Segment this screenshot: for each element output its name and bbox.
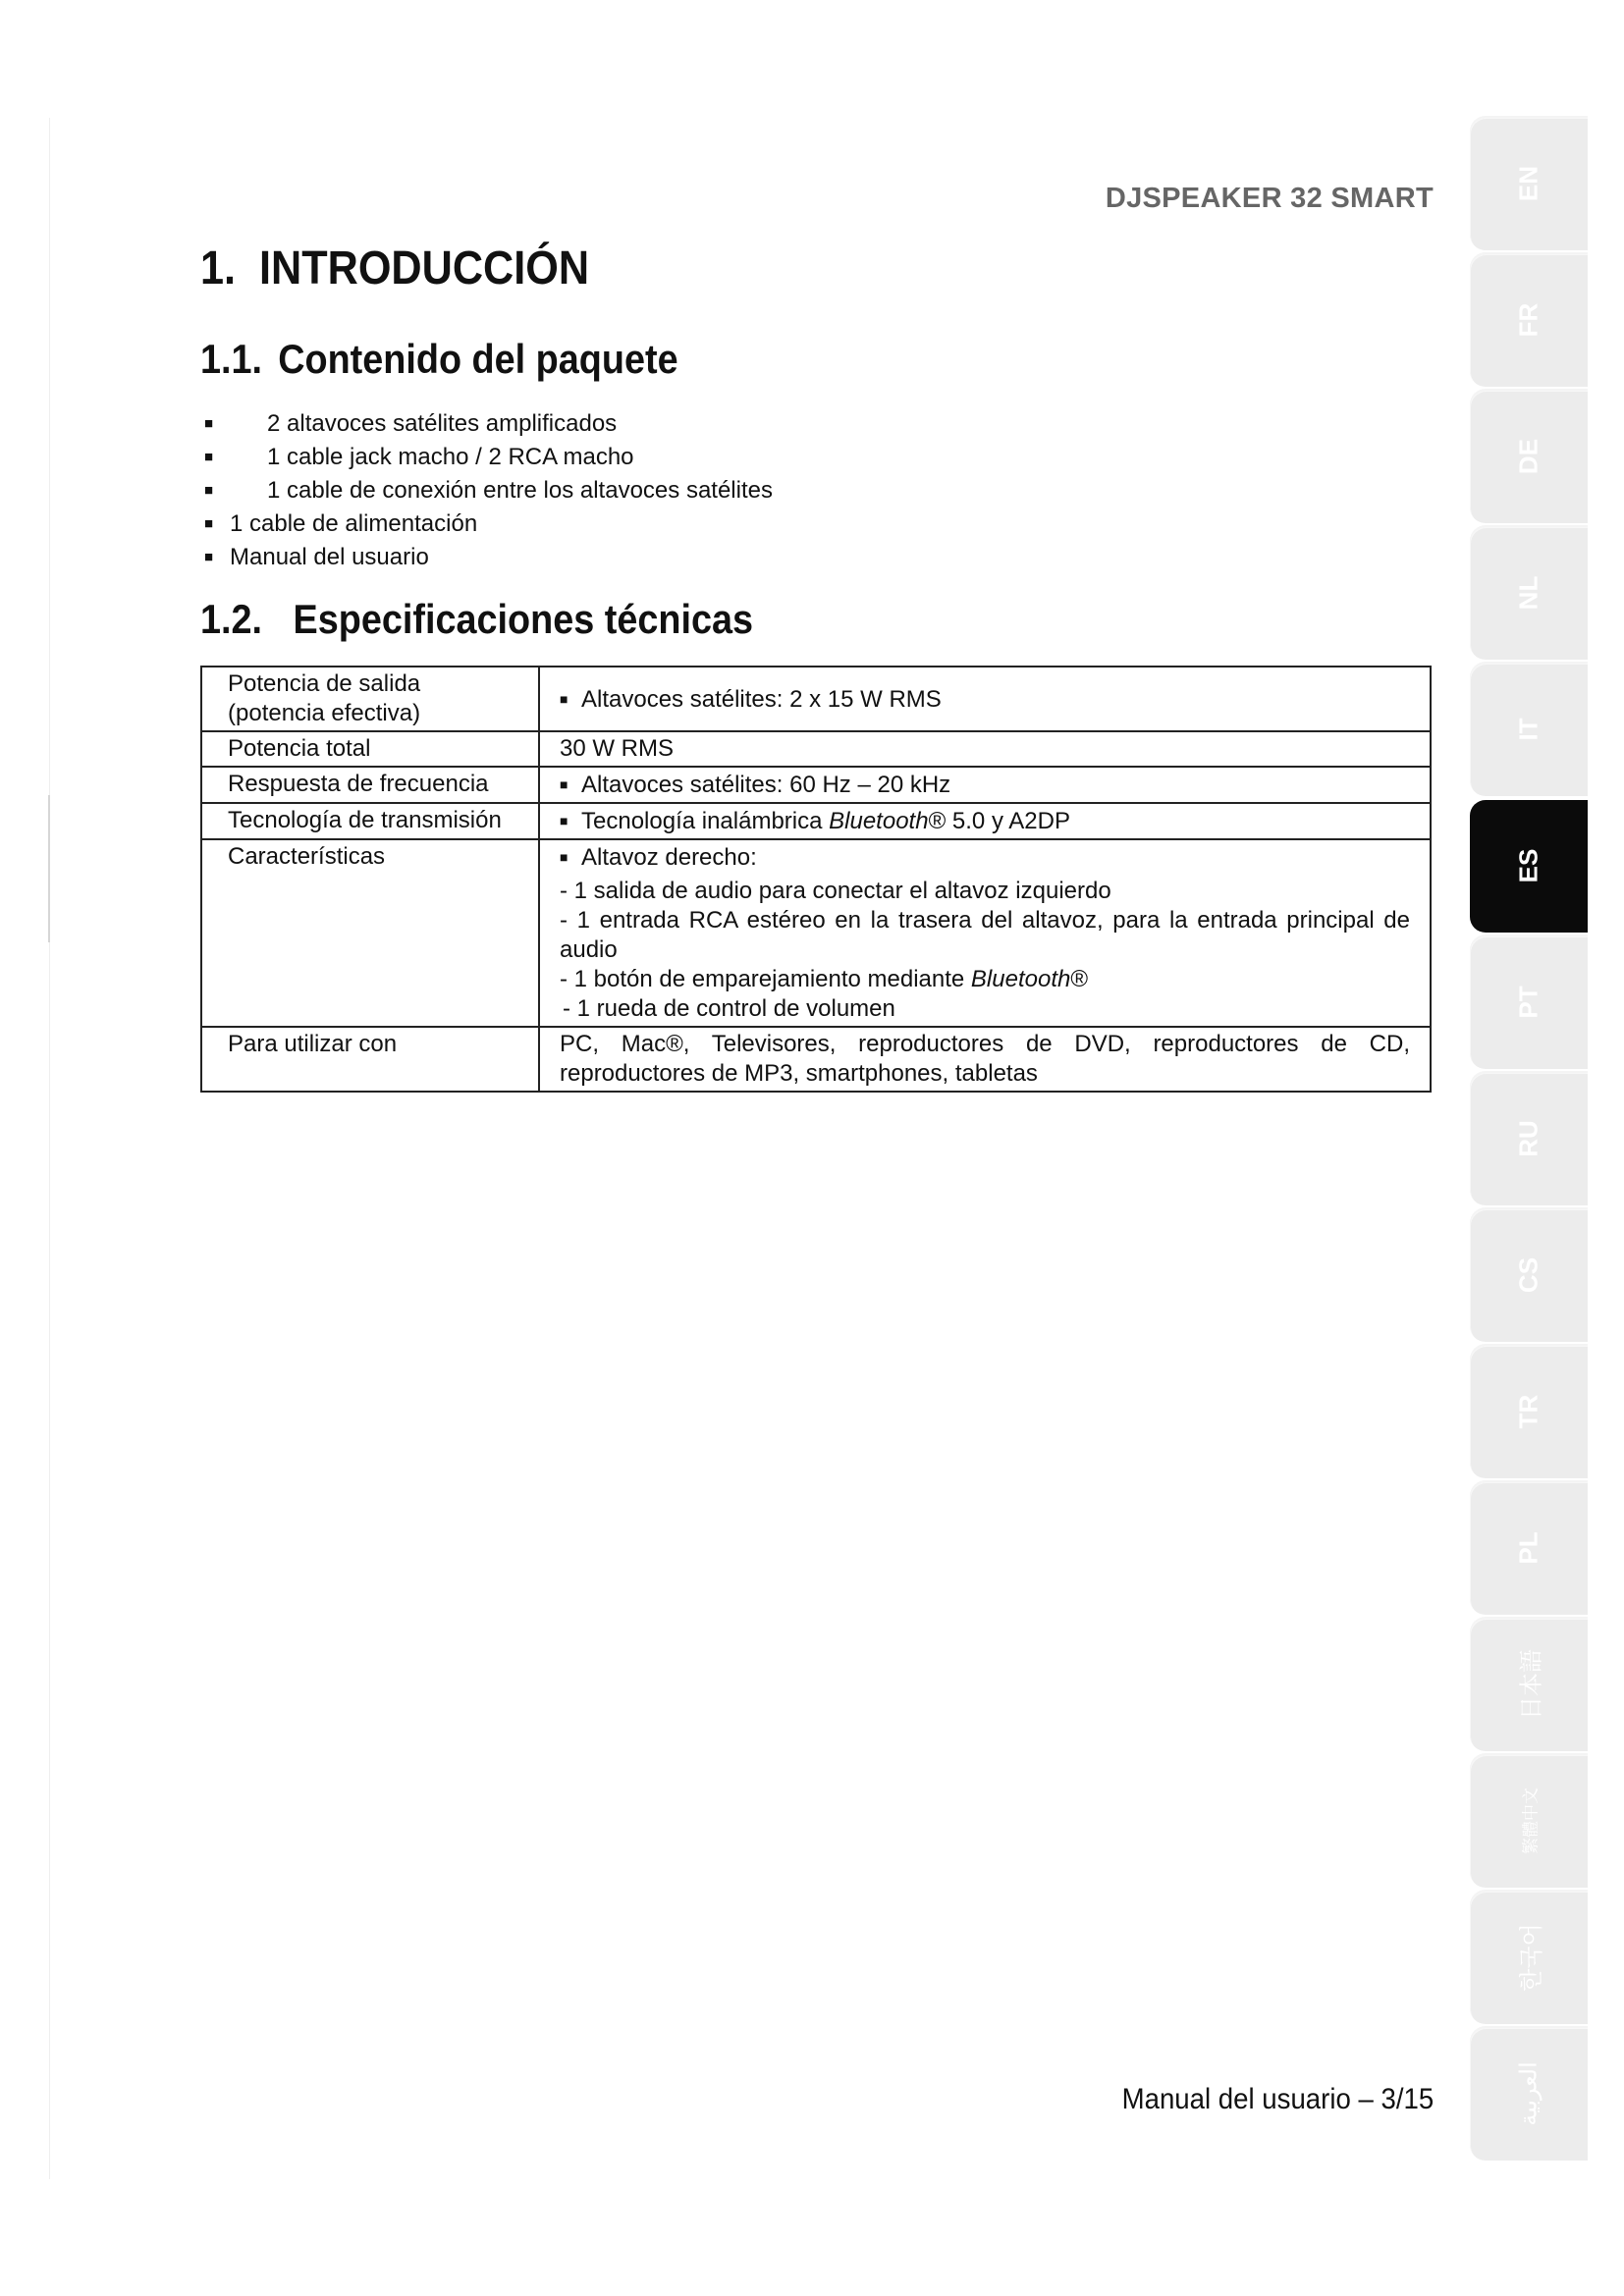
spec-value-total-power: 30 W RMS xyxy=(539,731,1431,767)
section-1-1-heading xyxy=(200,336,678,383)
tab-pl[interactable]: PL xyxy=(1470,1482,1588,1615)
table-row xyxy=(201,667,1431,731)
section-1-2-number: 1.2. xyxy=(200,596,263,642)
tab-fr[interactable]: FR xyxy=(1470,254,1588,387)
tab-ko[interactable]: 한국어 xyxy=(1470,1892,1588,2024)
spec-label-transmission: Tecnología de transmisión xyxy=(201,803,539,839)
list-item: ■ 1 cable de alimentación xyxy=(200,507,773,541)
bullet-icon: ■ xyxy=(204,415,214,432)
spec-label-total-power: Potencia total xyxy=(201,731,539,767)
spec-value-power-output: ■ Altavoces satélites: 2 x 15 W RMS xyxy=(539,667,1431,731)
page-edge-mark xyxy=(48,795,50,942)
bullet-icon: ■ xyxy=(204,549,214,565)
bullet-icon: ■ xyxy=(560,813,568,828)
bullet-icon: ■ xyxy=(204,449,214,465)
tab-ar[interactable]: العربية xyxy=(1470,2028,1588,2161)
page-footer: Manual del usuario – 3/15 xyxy=(1121,2083,1434,2115)
list-item: ■ 1 cable de conexión entre los altavoces satélites xyxy=(200,474,773,507)
bullet-icon: ■ xyxy=(560,776,568,792)
spec-label-power-output: Potencia de salida (potencia efectiva) xyxy=(201,667,539,731)
spec-label-frequency: Respuesta de frecuencia xyxy=(201,767,539,803)
spec-value-transmission: ■ Tecnología inalámbrica Bluetooth® 5.0 y A2DP xyxy=(539,803,1431,839)
bullet-icon: ■ xyxy=(204,482,214,499)
tab-es[interactable]: ES xyxy=(1470,800,1588,933)
section-1-number: 1. xyxy=(200,242,237,294)
section-1-title: INTRODUCCIÓN xyxy=(259,242,590,294)
list-item: ■ 1 cable jack macho / 2 RCA macho xyxy=(200,441,773,474)
spec-value-features: ■ Altavoz derecho: - 1 salida de audio para conectar el altavoz izquierdo - 1 entrada RCA estéreo en la trasera del altavoz, para la entrada principal de audio - 1 botón de emparejamiento mediante Bluetooth® - 1 rueda de control de volumen xyxy=(539,839,1431,1027)
tab-de[interactable]: DE xyxy=(1470,391,1588,523)
tab-cs[interactable]: CS xyxy=(1470,1209,1588,1342)
tab-it[interactable]: IT xyxy=(1470,664,1588,796)
specifications-table xyxy=(200,666,1432,1093)
section-1-2-title: Especificaciones técnicas xyxy=(293,596,754,642)
tab-ru[interactable]: RU xyxy=(1470,1073,1588,1205)
tab-en[interactable]: EN xyxy=(1470,118,1588,250)
bullet-icon: ■ xyxy=(560,690,568,707)
section-1-1-title: Contenido del paquete xyxy=(278,336,678,382)
section-1-1-number: 1.1. xyxy=(200,336,263,382)
tab-nl[interactable]: NL xyxy=(1470,527,1588,660)
section-1-2-heading xyxy=(200,596,753,643)
bullet-icon: ■ xyxy=(204,515,214,532)
tab-ja[interactable]: 日本語 xyxy=(1470,1619,1588,1751)
spec-label-features: Características xyxy=(201,839,539,1027)
table-row xyxy=(201,731,1431,767)
spec-value-use-with: PC, Mac®, Televisores, reproductores de DVD, reproductores de CD, reproductores de MP3, smartphones, tabletas xyxy=(539,1027,1431,1092)
product-name-header: DJSPEAKER 32 SMART xyxy=(1105,183,1434,214)
section-1-heading xyxy=(200,241,589,295)
tab-zh-tw[interactable]: 繁體中文 xyxy=(1470,1755,1588,1888)
package-contents-list xyxy=(200,407,773,574)
table-row xyxy=(201,803,1431,839)
table-row xyxy=(201,839,1431,1027)
spec-value-frequency: ■ Altavoces satélites: 60 Hz – 20 kHz xyxy=(539,767,1431,803)
table-row xyxy=(201,767,1431,803)
list-item: ■ 2 altavoces satélites amplificados xyxy=(200,407,773,441)
spec-label-use-with: Para utilizar con xyxy=(201,1027,539,1092)
tab-tr[interactable]: TR xyxy=(1470,1346,1588,1478)
bullet-icon: ■ xyxy=(560,849,568,865)
list-item: ■ Manual del usuario xyxy=(200,541,773,574)
tab-pt[interactable]: PT xyxy=(1470,936,1588,1069)
page-edge-rule xyxy=(49,118,50,2179)
table-row xyxy=(201,1027,1431,1092)
